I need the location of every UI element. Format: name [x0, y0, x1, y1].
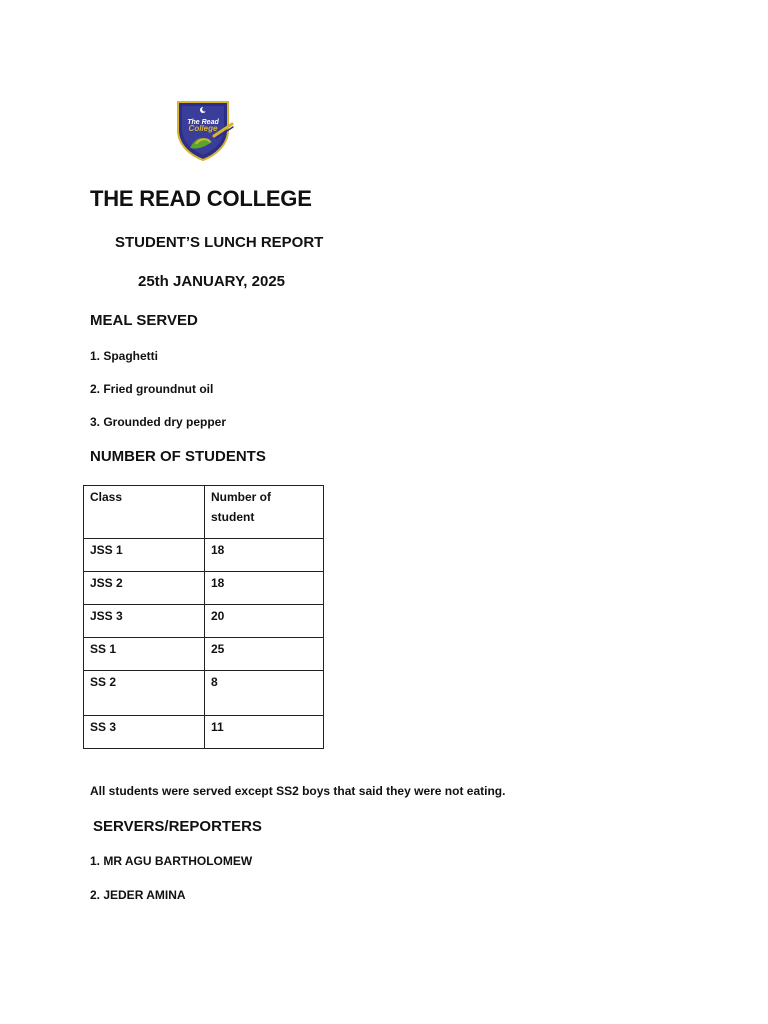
table-row [84, 716, 324, 749]
class-cell: SS 3 [84, 716, 205, 749]
column-header-number-label: Number of student [211, 490, 271, 524]
table-row [84, 605, 324, 638]
count-cell: 25 [205, 638, 324, 671]
meal-item: 2. Fried groundnut oil [90, 382, 214, 396]
students-table [83, 485, 324, 749]
table-header-row [84, 486, 324, 539]
report-date: 25th JANUARY, 2025 [138, 273, 286, 290]
table-row [84, 572, 324, 605]
class-cell: JSS 2 [84, 572, 205, 605]
count-cell: 18 [205, 572, 324, 605]
class-cell: SS 2 [84, 671, 205, 716]
svg-text:College: College [188, 124, 218, 133]
count-cell: 18 [205, 539, 324, 572]
count-cell: 11 [205, 716, 324, 749]
servers-reporters-heading: SERVERS/REPORTERS [93, 818, 262, 835]
server-item: 1. MR AGU BARTHOLOMEW [90, 854, 253, 868]
meal-item: 3. Grounded dry pepper [90, 415, 227, 429]
report-subtitle: STUDENT’S LUNCH REPORT [115, 234, 324, 251]
serving-note: All students were served except SS2 boys that said they were not eating. [90, 784, 506, 798]
class-cell: JSS 1 [84, 539, 205, 572]
svg-text:The Read: The Read [187, 119, 219, 126]
server-item: 2. JEDER AMINA [90, 888, 186, 902]
class-cell: SS 1 [84, 638, 205, 671]
meal-item: 1. Spaghetti [90, 349, 159, 363]
number-of-students-heading: NUMBER OF STUDENTS [90, 448, 266, 465]
meal-served-heading: MEAL SERVED [90, 312, 198, 329]
table-row [84, 638, 324, 671]
count-cell: 8 [205, 671, 324, 716]
college-logo [170, 96, 236, 162]
count-cell: 20 [205, 605, 324, 638]
table-row [84, 539, 324, 572]
column-header-number [205, 486, 324, 539]
class-cell: JSS 3 [84, 605, 205, 638]
column-header-class: Class [84, 486, 205, 539]
table-row [84, 671, 324, 716]
page-title: THE READ COLLEGE [90, 186, 312, 211]
